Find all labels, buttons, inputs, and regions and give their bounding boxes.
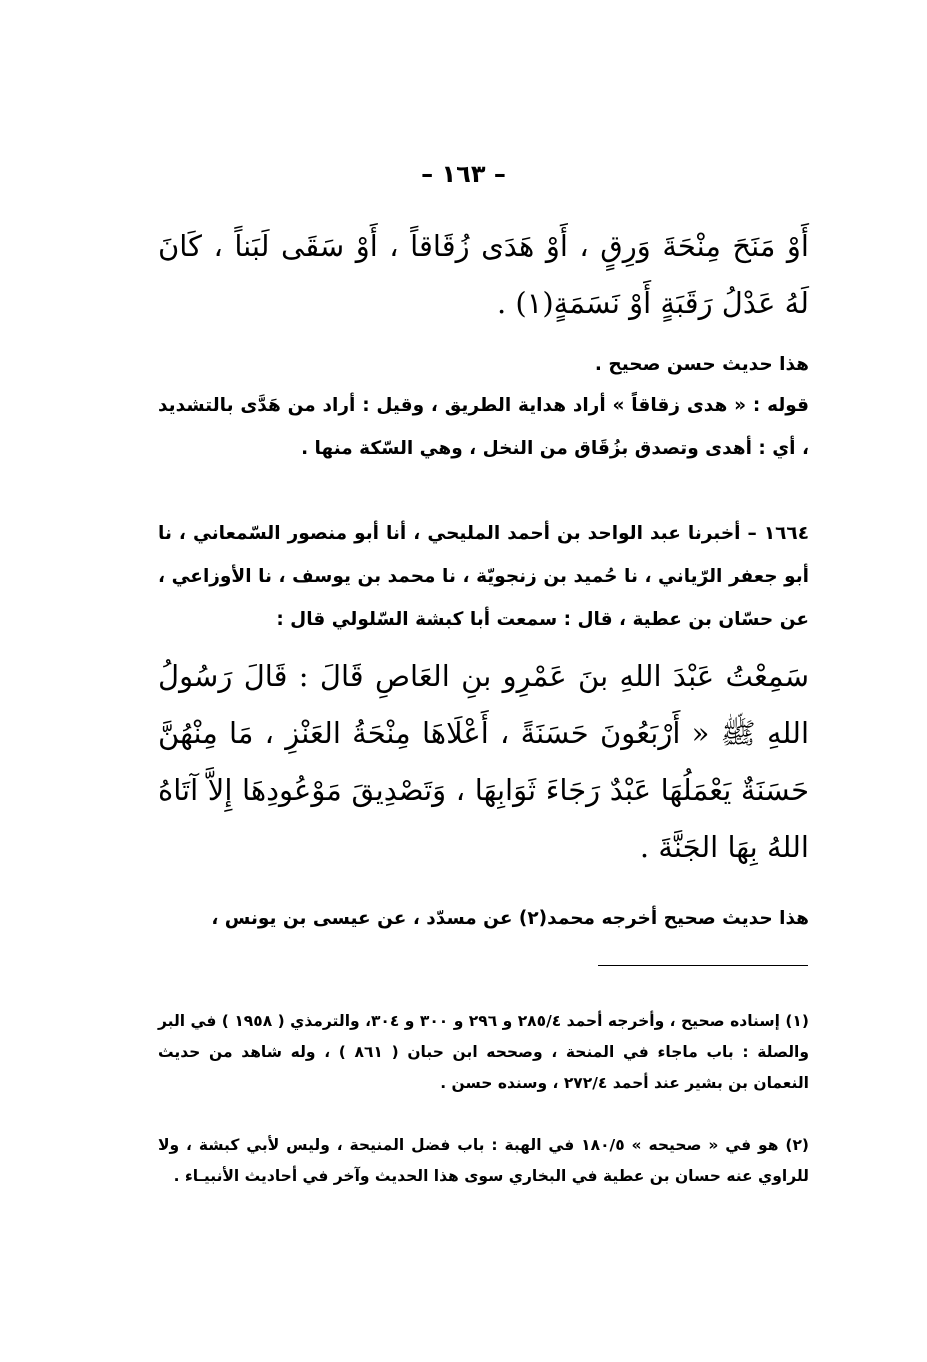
isnad-paragraph: ١٦٦٤ – أخبرنا عبد الواحد بن أحمد المليحي ، أنا أبو منصور السّمعاني ، نا أبو جعفر الرّياني ، نا حُميد بن زنجويّة ، نا محمد بن يوسف ، نا الأوزاعي ، عن حسّان بن عطية ، قال : سمعت أبا كبشة السّلولي قال : <box>158 523 809 630</box>
hadith-text-main: سَمِعْتُ عَبْدَ اللهِ بنَ عَمْرِو بنِ العَاصِ قَالَ : قَالَ رَسُولُ اللهِ ﷺ « أَرْبَعُونَ حَسَنَةً ، أَعْلَاهَا مِنْحَةُ العَنْزِ ، مَا مِنْهُنَّ حَسَنَةٌ يَعْمَلُهَا عَبْدٌ رَجَاءَ ثَوَابِهَا ، وَتَصْدِيقَ مَوْعُودِهَا إِلاَّ آتَاهُ اللهُ بِهَا الجَنَّةَ . <box>158 659 809 864</box>
hadith-text-ending: أَوْ مَنَحَ مِنْحَةَ وَرِقٍ ، أَوْ هَدَى زُقَاقاً ، أَوْ سَقَى لَبَناً ، كَانَ لَهُ عَدْلُ رَقَبَةٍ أَوْ نَسَمَةٍ(١) . <box>158 229 809 320</box>
footnote-separator <box>598 965 808 966</box>
page-number: – ١٦٣ – <box>421 160 506 188</box>
footnote-2: (٢) هو في « صحيحه » ١٨٠/٥ في الهبة : باب فضل المنيحة ، وليس لأبي كبشة ، ولا للراوي عنه حسان بن عطية في البخاري سوى هذا الحديث وآخر في أحاديث الأنبيـاء . <box>158 1136 809 1185</box>
hadith-grading: هذا حديث حسن صحيح . <box>594 354 809 375</box>
takhrij-paragraph: هذا حديث صحيح أخرجه محمد(٢) عن مسدّد ، عن عيسى بن يونس ، <box>211 908 809 929</box>
commentary-paragraph: قوله : « هدى زقاقاً » أراد هداية الطريق ، وقيل : أراد من هَدَّى بالتشديد ، أي : أهدى وتصدق بزُقَاق من النخل ، وهي السّكة منها . <box>158 395 809 459</box>
footnote-1: (١) إسناده صحيح ، وأخرجه أحمد ٢٨٥/٤ و ٢٩٦ و ٣٠٠ و ٣٠٤، والترمذي ( ١٩٥٨ ) في البر والصلة : باب ماجاء في المنحة ، وصححه ابن حبان ( ٨٦١ ) ، وله شاهد من حديث النعمان بن بشير عند أحمد ٢٧٢/٤ ، وسنده حسن . <box>158 1012 809 1092</box>
